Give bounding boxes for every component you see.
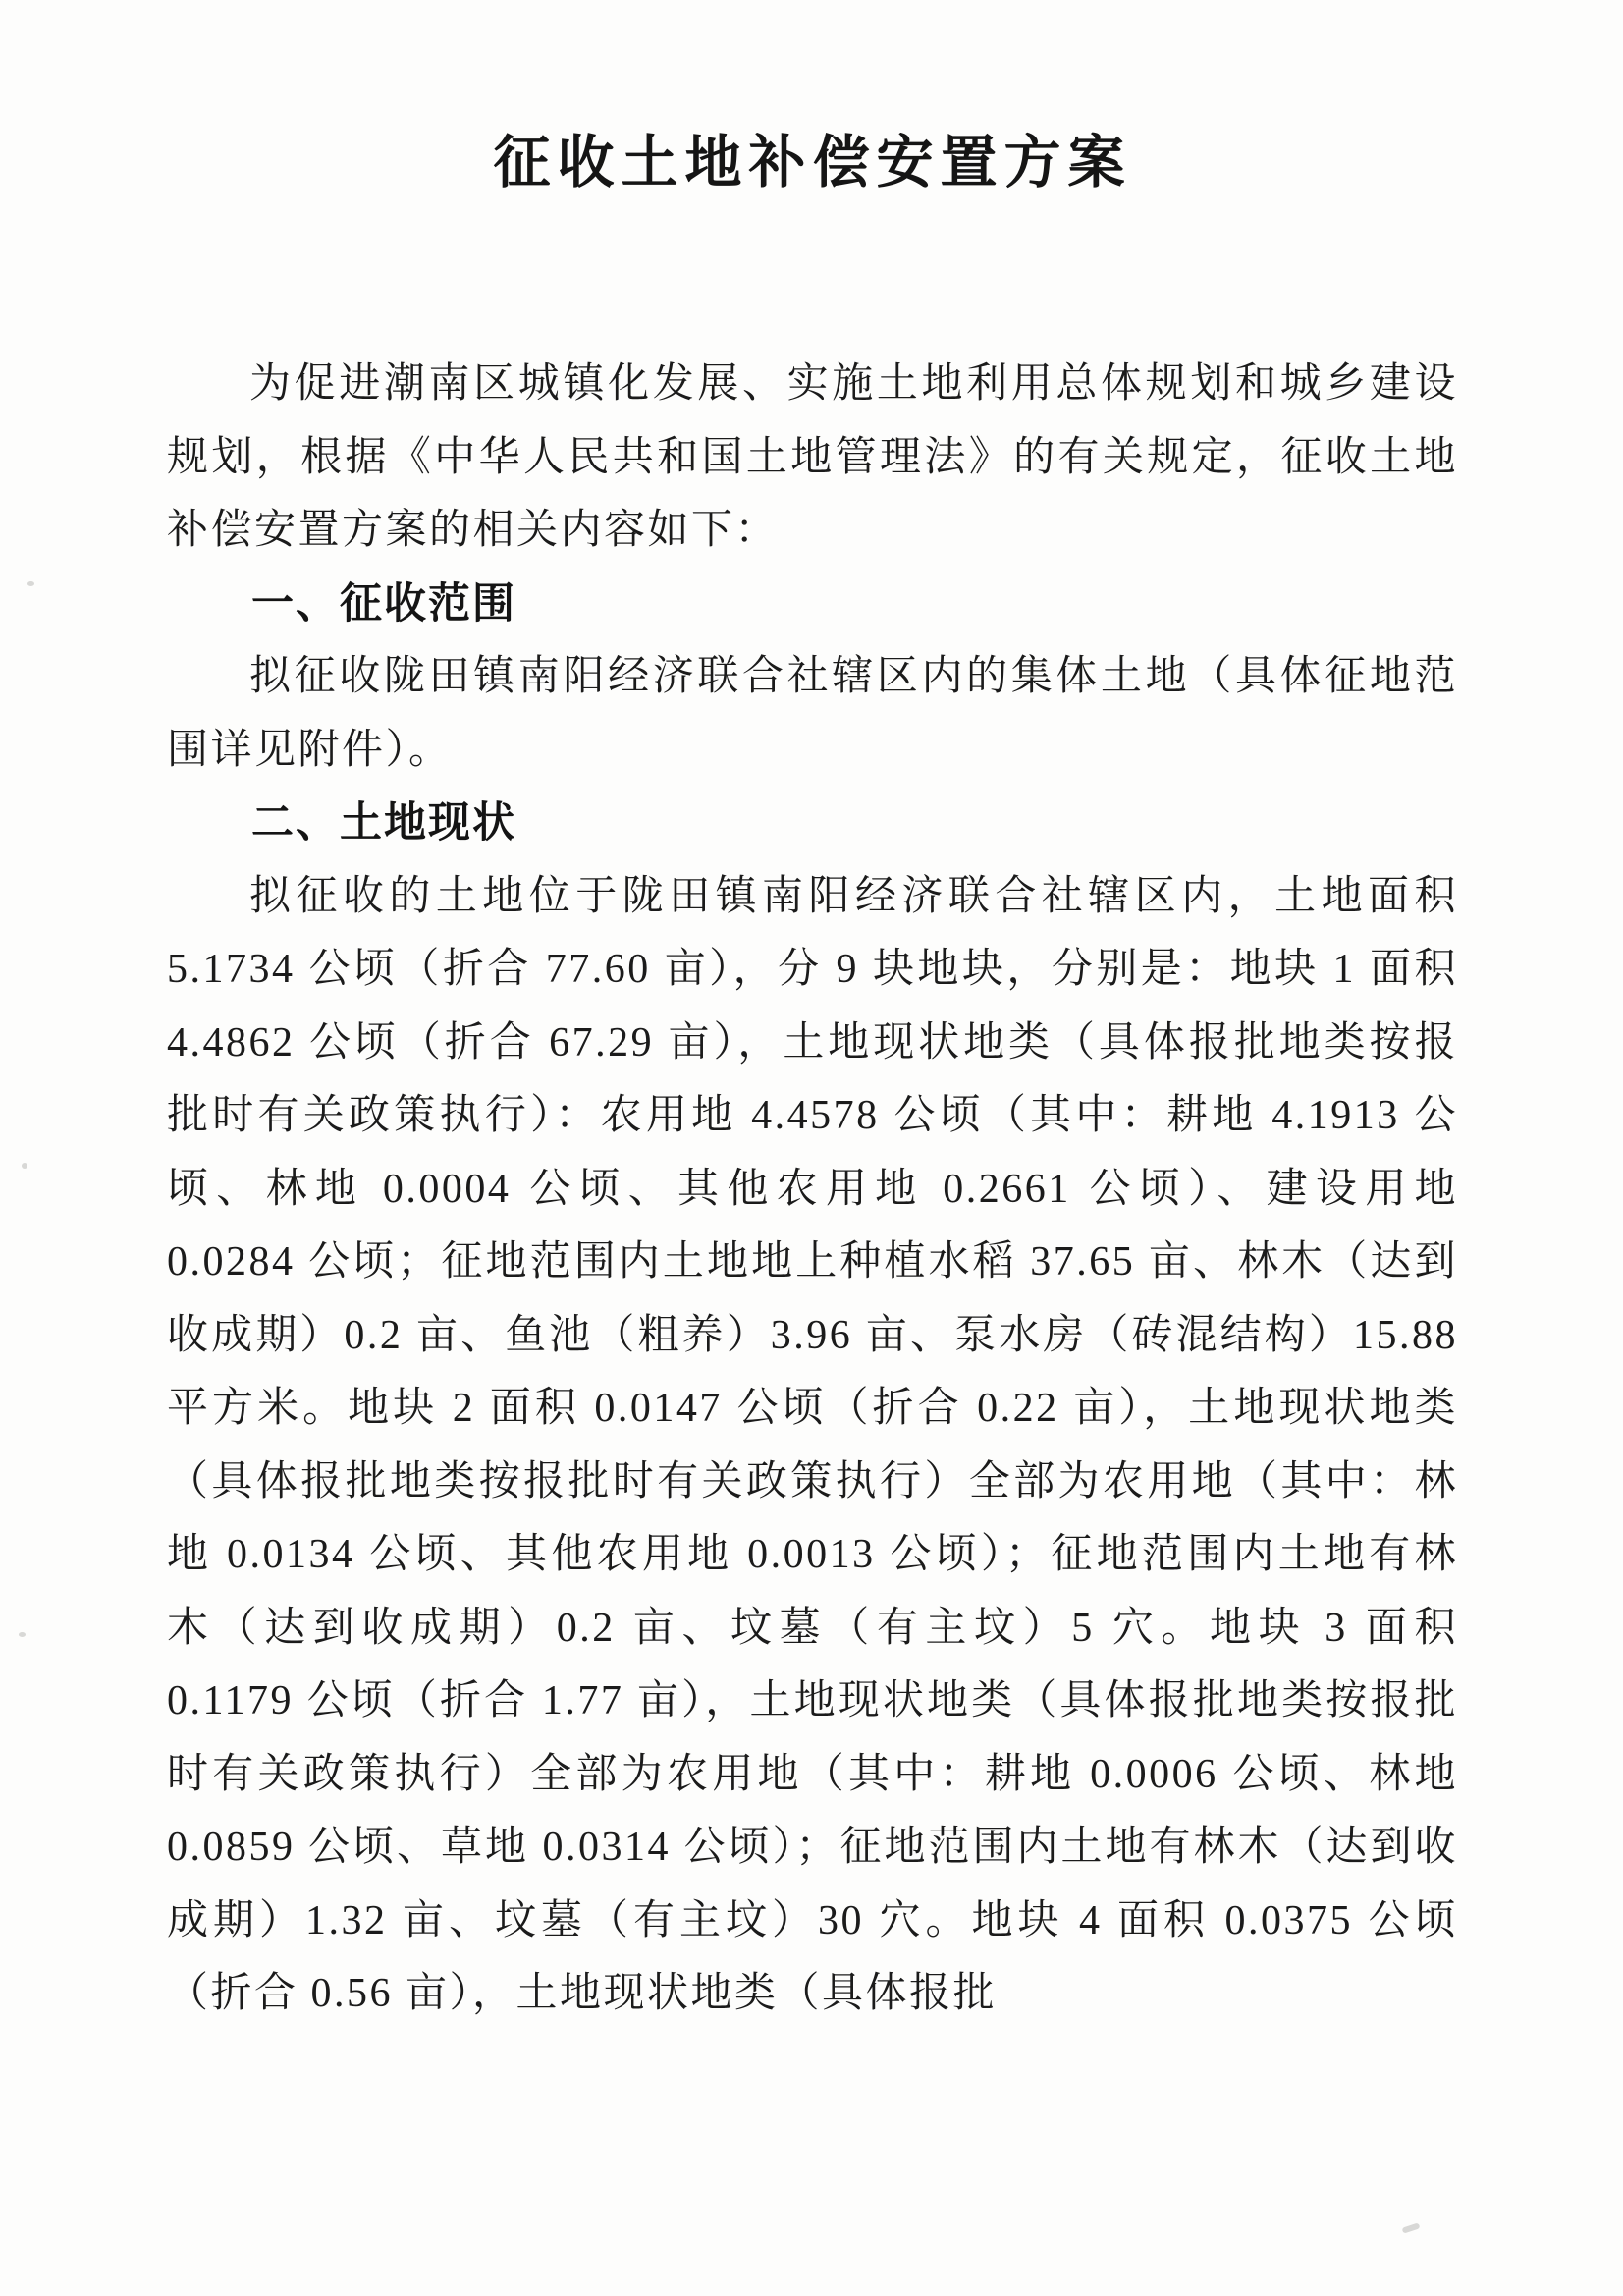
document-title: 征收土地补偿安置方案: [493, 131, 1132, 194]
section-body-land-status: 拟征收的土地位于陇田镇南阳经济联合社辖区内，土地面积 5.1734 公顷（折合 77.60 亩），分 9 块地块，分别是：地块 1 面积 4.4862 公顷（折合 67.29 亩），土地现状地类（具体报批地类按报批时有关政策执行）：农用地 4.4578 公顷（其中：耕地 4.1913 公顷、林地 0.0004 公顷、其他农用地 0.2661 公顷）、建设用地 0.0284 公顷；征地范围内土地地上种植水稻 37.65 亩、林木（达到收成期）0.2 亩、鱼池（粗养）3.96 亩、泵水房（砖混结构）15.88 平方米。地块 2 面积 0.0147 公顷（折合 0.22 亩），土地现状地类（具体报批地类按报批时有关政策执行）全部为农用地（其中：林地 0.0134 公顷、其他农用地 0.0013 公顷）；征地范围内土地有林木（达到收成期）0.2 亩、坟墓（有主坟）5 穴。地块 3 面积 0.1179 公顷（折合 1.77 亩），土地现状地类（具体报批地类按报批时有关政策执行）全部为农用地（其中：耕地 0.0006 公顷、林地 0.0859 公顷、草地 0.0314 公顷）；征地范围内土地有林木（达到收成期）1.32 亩、坟墓（有主坟）30 穴。地块 4 面积 0.0375 公顷（折合 0.56 亩），土地现状地类（具体报批: [167, 873, 1458, 2016]
scan-speck: [19, 1632, 26, 1637]
scan-speck: [22, 1163, 27, 1169]
section-heading-acquisition-scope: 一、征收范围: [251, 579, 516, 628]
scan-speck: [27, 581, 34, 586]
document-content: [167, 0, 1458, 2031]
scan-speck: [1402, 2222, 1421, 2233]
intro-paragraph: 为促进潮南区城镇化发展、实施土地利用总体规划和城乡建设规划，根据《中华人民共和国土地管理法》的有关规定，征收土地补偿安置方案的相关内容如下：: [167, 361, 1458, 553]
section-body-acquisition-scope: 拟征收陇田镇南阳经济联合社辖区内的集体土地（具体征地范围详见附件）。: [167, 654, 1458, 773]
section-heading-land-status: 二、土地现状: [251, 799, 516, 847]
